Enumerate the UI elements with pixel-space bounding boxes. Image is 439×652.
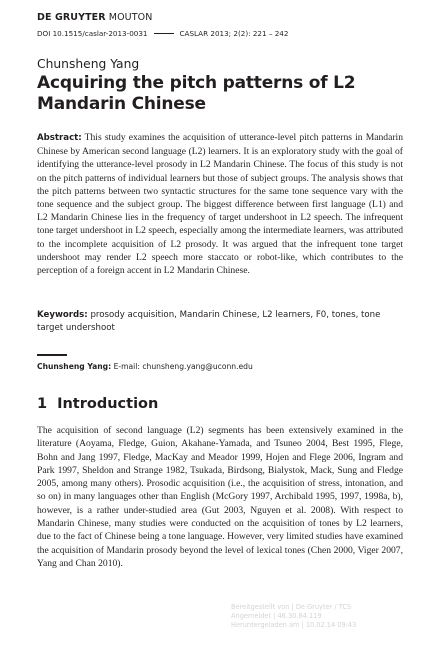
keywords (37, 309, 403, 335)
journal-citation: CASLAR 2013; 2(2): 221 – 242 (179, 28, 289, 38)
publisher-name-bold: DE GRUYTER (37, 12, 106, 23)
title-line-2: Mandarin Chinese (37, 94, 206, 114)
abstract (37, 131, 403, 277)
publisher-logo (37, 12, 152, 23)
publisher-name-rest: MOUTON (105, 12, 153, 23)
contact-name: Chunsheng Yang: (37, 362, 112, 371)
watermark-line-3: Heruntergeladen am | 10.02.14 09:43 (231, 621, 357, 630)
watermark-line-2: Angemeldet | 46.30.84.119 (231, 612, 322, 621)
watermark-line-1: Bereitgestellt von | De Gruyter / TCS (231, 603, 352, 611)
author-contact (37, 362, 253, 371)
body-paragraph: The acquisition of second language (L2) segments has been extensively examined in the literature (Aoyama, Fledge, Guion, Akahane-Yamada, and Tsuneo 2004, Best 1995, Flege, Bohn and Jang 1997, Fledge, MacKay and Meador 1999, Hojen and Flege 2006, Ingram and Park 1997, Sheldon and Strange 1982, Tsukada, Birdsong, Bialystok, Mack, Sung and Fledge 2005, among many others). Prosodic acquisition (i.e., the acquisition of stress, intonation, and so on) in many languages other than English (McGory 1997, Archibald 1995, 1997, 1998a, b), however, is a rather under-studied area (Gut 2003, Nguyen et al. 2008). With respect to Mandarin Chinese, many studies were conducted on the acquisition of tones by L2 learners, due to the fact of Chinese being a tone language. However, very limited studies have examined the acquisition of Mandarin prosody beyond the level of lexical tones (Chen 2000, Viger 2007, Yang and Chan 2010). (37, 425, 403, 569)
section-title: Introduction (57, 396, 159, 412)
article-title (37, 73, 407, 115)
contact-email[interactable]: E-mail: chunsheng.yang@uconn.edu (111, 362, 253, 371)
abstract-label: Abstract: (37, 133, 82, 143)
footnote-rule (37, 354, 67, 356)
keywords-label: Keywords: (37, 310, 88, 320)
article-meta-line (37, 27, 403, 39)
abstract-text: This study examines the acquisition of utterance-level pitch patterns in Mandarin Chinese by American second language (L2) learners. It is an exploratory study with the goal of identifying the utterance-level prosody in L2 Mandarin Chinese. The focus of this study is not on the pitch patterns of individual learners but those of subject groups. The analysis shows that the pitch patterns between two syntactic structures for the same tone sequence vary with the tone sequence and the subject group. The biggest difference between first language (L1) and L2 Mandarin Chinese lies in the frequency of target undershoot in L2 speech. The infrequent tone target undershoot in L2 speech, especially among the intermediate learners, was attributed to the incomplete acquisition of L2 prosody. It was argued that the infrequent tone target undershoot may render L2 speech more staccato or robot-like, which contributes to the perception of a foreign accent in L2 Mandarin Chinese. (37, 132, 403, 277)
section-number: 1 (37, 396, 48, 412)
keywords-text: prosody acquisition, Mandarin Chinese, L2 learners, F0, tones, tone target undershoot (37, 310, 381, 333)
author-name: Chunsheng Yang (37, 57, 140, 71)
doi-text: DOI 10.1515/caslar-2013-0031 (37, 28, 148, 38)
title-line-1: Acquiring the pitch patterns of L2 (37, 73, 356, 93)
download-watermark (231, 603, 411, 631)
section-heading (37, 396, 158, 412)
meta-divider (154, 33, 174, 34)
